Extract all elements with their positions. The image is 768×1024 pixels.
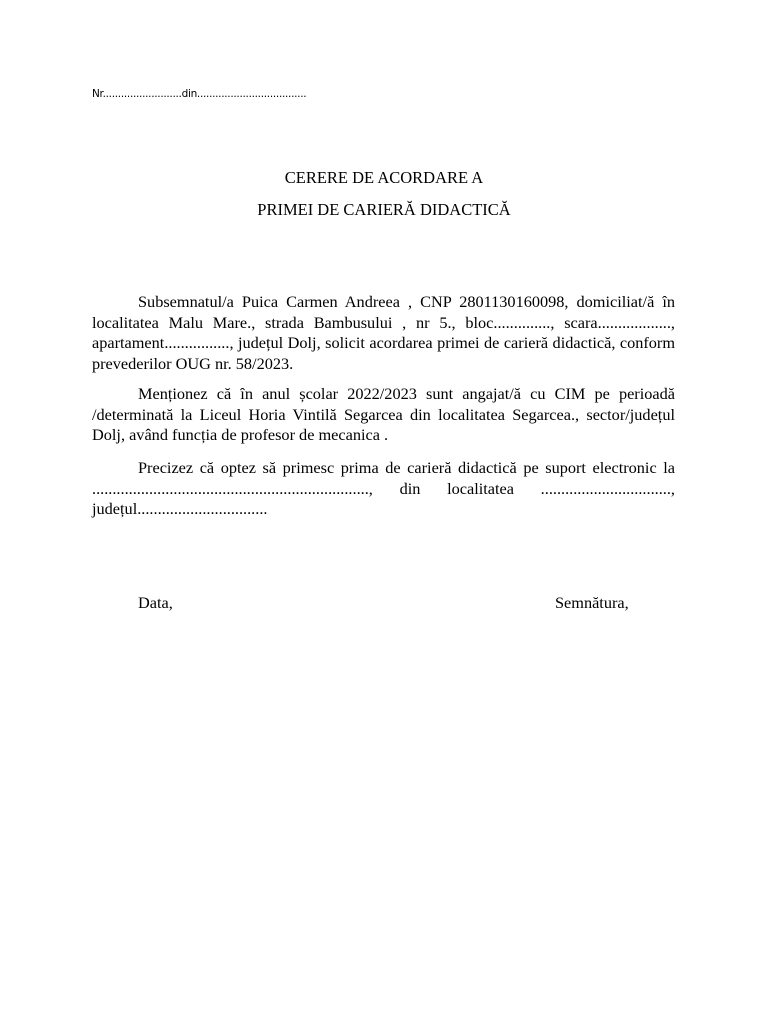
document-title-line-2: PRIMEI DE CARIERĂ DIDACTICĂ xyxy=(257,200,511,219)
paragraph-text: Precizez că optez să primesc prima de carieră didactică pe suport electronic la ...................................................................., din localitatea ................................, județul................................ xyxy=(92,458,675,518)
paragraph-text: Menționez că în anul școlar 2022/2023 sunt angajat/ă cu CIM pe perioadă /determinată la Liceul Horia Vintilă Segarcea din localitatea Segarcea., sector/județul Dolj, având funcția de profesor de mecanica . xyxy=(92,384,675,444)
paragraph-text: Subsemnatul/a Puica Carmen Andreea , CNP 2801130160098, domiciliat/ă în localitatea Malu Mare., strada Bambusului , nr 5., bloc.............., scara.................., apartament................, județul Dolj, solicit acordarea primei de carieră didactică, conform prevederilor OUG nr. 58/2023. xyxy=(92,292,675,373)
paragraph-employment-details xyxy=(92,384,675,446)
paragraph-applicant-details xyxy=(92,292,675,374)
registration-number-line: Nr..........................din.................................... xyxy=(92,88,307,100)
date-label: Data, xyxy=(138,593,173,612)
signature-label: Semnătura, xyxy=(555,593,629,612)
paragraph-payment-option xyxy=(92,458,675,520)
document-title-line-1: CERERE DE ACORDARE A xyxy=(284,168,484,187)
